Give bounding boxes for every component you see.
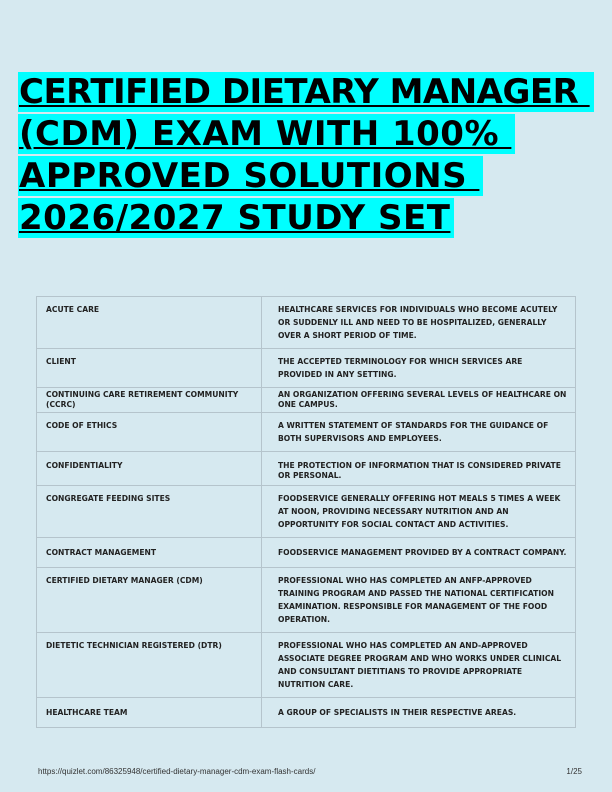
- term-cell: CONTRACT MANAGEMENT: [37, 538, 262, 568]
- flashcard-row: [37, 633, 576, 698]
- flashcard-row: [37, 297, 576, 349]
- flashcard-table: [36, 296, 576, 728]
- term-cell: CERTIFIED DIETARY MANAGER (CDM): [37, 568, 262, 633]
- title-line-2: (CDM) EXAM WITH 100%: [18, 112, 578, 154]
- definition-cell: THE PROTECTION OF INFORMATION THAT IS CONSIDERED PRIVATE OR PERSONAL.: [262, 452, 576, 486]
- definition-cell: AN ORGANIZATION OFFERING SEVERAL LEVELS OF HEALTHCARE ON ONE CAMPUS.: [262, 388, 576, 413]
- definition-cell: HEALTHCARE SERVICES FOR INDIVIDUALS WHO BECOME ACUTELY OR SUDDENLY ILL AND NEED TO BE HOSPITALIZED, GENERALLY OVER A SHORT PERIOD OF TIME.: [262, 297, 576, 349]
- definition-cell: A GROUP OF SPECIALISTS IN THEIR RESPECTIVE AREAS.: [262, 698, 576, 728]
- flashcard-row: [37, 568, 576, 633]
- term-cell: CLIENT: [37, 349, 262, 388]
- flashcard-row: [37, 538, 576, 568]
- flashcard-row: [37, 388, 576, 413]
- flashcard-row: [37, 486, 576, 538]
- term-cell: CONFIDENTIALITY: [37, 452, 262, 486]
- definition-cell: A WRITTEN STATEMENT OF STANDARDS FOR THE GUIDANCE OF BOTH SUPERVISORS AND EMPLOYEES.: [262, 413, 576, 452]
- title-line-1: CERTIFIED DIETARY MANAGER: [18, 70, 578, 112]
- term-cell: CONTINUING CARE RETIREMENT COMMUNITY (CCRC): [37, 388, 262, 413]
- source-url: https://quizlet.com/86325948/certified-dietary-manager-cdm-exam-flash-cards/: [38, 767, 316, 776]
- page-number: 1/25: [566, 767, 582, 776]
- document-title: [18, 70, 590, 238]
- definition-cell: FOODSERVICE GENERALLY OFFERING HOT MEALS 5 TIMES A WEEK AT NOON, PROVIDING NECESSARY NUTRITION AND AN OPPORTUNITY FOR SOCIAL CONTACT AND ACTIVITIES.: [262, 486, 576, 538]
- term-cell: CODE OF ETHICS: [37, 413, 262, 452]
- term-cell: CONGREGATE FEEDING SITES: [37, 486, 262, 538]
- definition-cell: PROFESSIONAL WHO HAS COMPLETED AN AND-APPROVED ASSOCIATE DEGREE PROGRAM AND WHO WORKS UNDER CLINICAL AND CONSULTANT DIETITIANS TO PROVIDE APPROPRIATE NUTRITION CARE.: [262, 633, 576, 698]
- flashcard-row: [37, 698, 576, 728]
- flashcard-row: [37, 452, 576, 486]
- term-cell: HEALTHCARE TEAM: [37, 698, 262, 728]
- term-cell: DIETETIC TECHNICIAN REGISTERED (DTR): [37, 633, 262, 698]
- flashcard-row: [37, 413, 576, 452]
- title-line-4: 2026/2027 STUDY SET: [18, 196, 578, 238]
- definition-cell: THE ACCEPTED TERMINOLOGY FOR WHICH SERVICES ARE PROVIDED IN ANY SETTING.: [262, 349, 576, 388]
- definition-cell: FOODSERVICE MANAGEMENT PROVIDED BY A CONTRACT COMPANY.: [262, 538, 576, 568]
- title-line-3: APPROVED SOLUTIONS: [18, 154, 578, 196]
- definition-cell: PROFESSIONAL WHO HAS COMPLETED AN ANFP-APPROVED TRAINING PROGRAM AND PASSED THE NATIONAL CERTIFICATION EXAMINATION. RESPONSIBLE FOR MANAGEMENT OF THE FOOD OPERATION.: [262, 568, 576, 633]
- term-cell: ACUTE CARE: [37, 297, 262, 349]
- flashcard-row: [37, 349, 576, 388]
